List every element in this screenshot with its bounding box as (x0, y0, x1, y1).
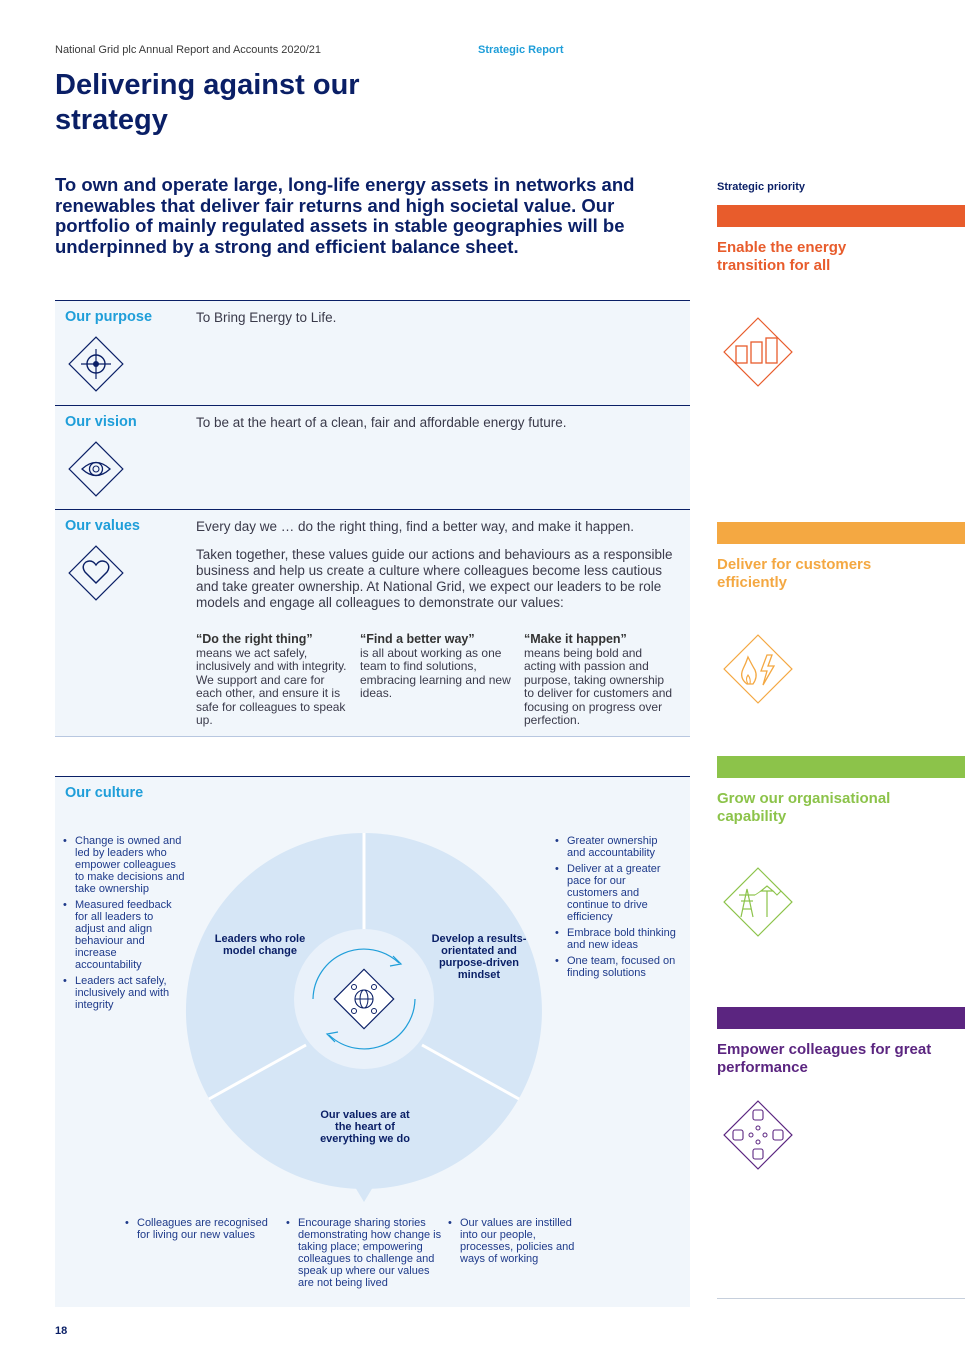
priority-bar-colleagues (717, 1007, 965, 1029)
priority-bar-energy (717, 205, 965, 227)
list-item: • Deliver at a greater pace for our customers and continue to drive efficiency (555, 863, 677, 923)
eye-icon (63, 436, 129, 507)
culture-right-bullets (555, 835, 677, 983)
pylon-icon (717, 861, 799, 943)
bar-chart-icon (717, 311, 799, 393)
document-title: National Grid plc Annual Report and Accounts 2020/21 (55, 44, 322, 56)
purpose-panel (55, 300, 690, 405)
sidebar-divider (717, 1298, 965, 1299)
culture-bottom-bullet (448, 1217, 578, 1269)
vision-panel (55, 405, 690, 509)
values-line: Every day we … do the right thing, find a better way, and make it happen. (196, 519, 634, 534)
page-number: 18 (55, 1325, 68, 1337)
vision-text: To be at the heart of a clean, fair and affordable energy future. (196, 415, 567, 430)
culture-wheel (181, 827, 551, 1212)
strategic-priority-label: Strategic priority (717, 181, 806, 193)
value-text: is all about working as one team to find solutions, embracing learning and new ideas. (360, 645, 511, 700)
people-network-icon (717, 1094, 799, 1176)
purpose-label: Our purpose (65, 309, 153, 325)
value-text: means being bold and acting with passion and purpose, taking ownership to deliver for customers and focusing on progress over perfection. (524, 645, 673, 727)
page-title: Delivering against our strategy (55, 69, 360, 136)
culture-panel (55, 776, 690, 1307)
segment-leaders: Leaders who role model change (214, 933, 306, 957)
intro-statement: To own and operate large, long-life energy assets in networks and renewables that deliver fair returns and high societal value. Our portfolio of mainly regulated assets in stable geographies will be underpinned by a strong and efficient balance sheet. (55, 174, 635, 257)
priority-title-energy: Enable the energy transition for all (717, 239, 847, 274)
list-item: • One team, focused on finding solutions (555, 955, 677, 979)
value-column (360, 633, 512, 701)
culture-bottom-bullet (286, 1217, 444, 1293)
vision-label: Our vision (65, 414, 137, 430)
culture-left-bullets (63, 835, 185, 1015)
section-label: Strategic Report (478, 44, 564, 56)
value-title: “Find a better way” (360, 632, 475, 646)
culture-label: Our culture (65, 785, 144, 801)
list-item: • Encourage sharing stories demonstrating how change is taking place; empowering colleagues to challenge and speak up where our values are not being lived (286, 1217, 444, 1289)
list-item: • Embrace bold thinking and new ideas (555, 927, 677, 951)
values-paragraph: Taken together, these values guide our actions and behaviours as a responsible business and help us create a culture where colleagues become less cautious and take greater ownership. At National Grid, we expect our leaders to be role models and engage all colleagues to demonstrate our values: (196, 547, 673, 610)
list-item: • Leaders act safely, inclusively and with integrity (63, 975, 185, 1011)
segment-mindset: Develop a results-orientated and purpose-driven mindset (431, 933, 527, 981)
priority-bar-customers (717, 522, 965, 544)
target-icon (63, 331, 129, 402)
flame-lightning-icon (717, 628, 799, 710)
priority-title-capability: Grow our organisational capability (717, 790, 891, 825)
purpose-text: To Bring Energy to Life. (196, 310, 337, 325)
list-item: • Greater ownership and accountability (555, 835, 677, 859)
priority-title-colleagues: Empower colleagues for great performance (717, 1041, 932, 1076)
heart-icon (63, 540, 129, 611)
value-column (524, 633, 676, 728)
list-item: • Change is owned and led by leaders who empower colleagues to make decisions and take ownership (63, 835, 185, 895)
value-text: means we act safely, inclusively and with integrity. We support and care for each other, and ensure it is safe for colleagues to speak up. (196, 645, 347, 727)
list-item: • Our values are instilled into our people, processes, policies and ways of working (448, 1217, 578, 1265)
value-title: “Do the right thing” (196, 632, 313, 646)
list-item: • Colleagues are recognised for living our new values (125, 1217, 275, 1241)
priority-bar-capability (717, 756, 965, 778)
priority-title-customers: Deliver for customers efficiently (717, 556, 872, 591)
list-item: • Measured feedback for all leaders to adjust and align behaviour and increase accountability (63, 899, 185, 971)
values-label: Our values (65, 518, 140, 534)
culture-bottom-bullet (125, 1217, 275, 1245)
value-title: “Make it happen” (524, 632, 627, 646)
value-column (196, 633, 348, 728)
segment-values: Our values are at the heart of everything we do (320, 1109, 410, 1145)
values-panel (55, 509, 690, 737)
